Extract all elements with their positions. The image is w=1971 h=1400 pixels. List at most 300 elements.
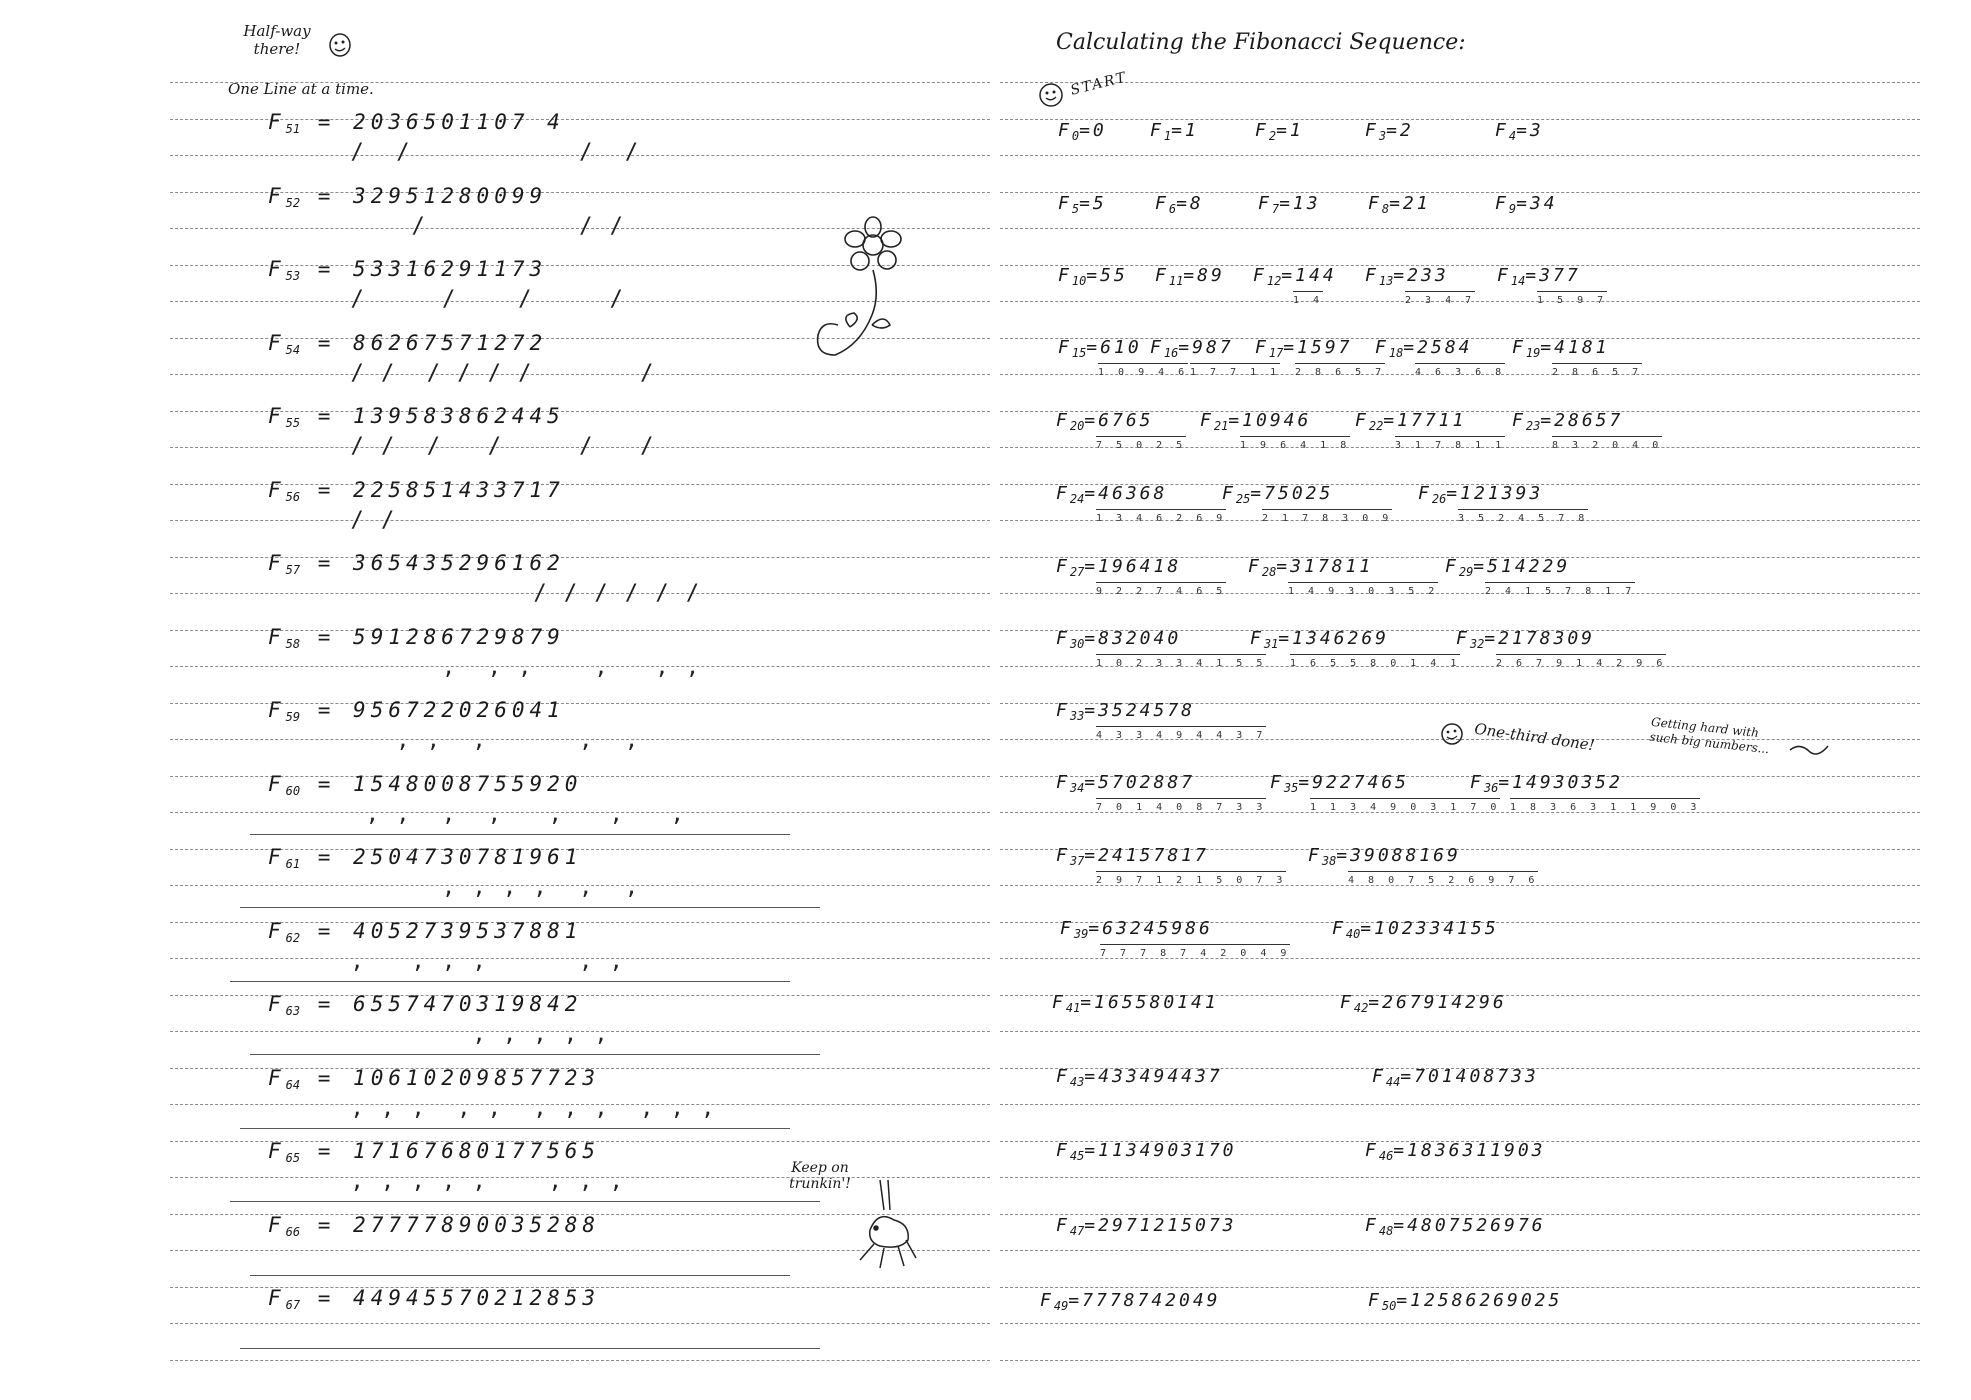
one-line-note: One Line at a time. <box>228 80 374 98</box>
fibonacci-entry <box>1332 918 1499 941</box>
entry-index: 26 <box>1431 492 1447 506</box>
carry-marks: / / / <box>320 213 625 239</box>
equals-sign: = <box>1396 1290 1411 1311</box>
carry-marks: , , , , , , <box>320 948 625 974</box>
entry-value: 196418 <box>1098 556 1182 577</box>
ruled-line <box>170 520 990 521</box>
entry-value: 12586269025 <box>1410 1290 1563 1311</box>
entry-label: F <box>1058 337 1072 358</box>
entry-index: 8 <box>1381 202 1390 216</box>
equals-sign: = <box>300 110 354 134</box>
working-calculation: 4 6 3 6 8 <box>1415 363 1505 378</box>
working-calculation: 3 5 2 4 5 7 8 <box>1458 509 1588 524</box>
fibonacci-entry <box>268 772 582 798</box>
entry-value: 86267571272 <box>353 330 548 355</box>
fibonacci-entry <box>268 404 565 430</box>
equals-sign: = <box>1298 772 1313 793</box>
carry-marks: / / / / / / <box>320 581 702 606</box>
equals-sign: = <box>1084 628 1099 649</box>
equals-sign: = <box>1386 120 1400 141</box>
entry-label: F <box>1365 120 1379 141</box>
fibonacci-entry <box>1250 628 1389 651</box>
walking-creature-doodle-icon <box>850 1180 920 1270</box>
entry-value: 2178309 <box>1498 628 1595 649</box>
entry-value: 2971215073 <box>1098 1215 1237 1236</box>
entry-value: 27777890035288 <box>353 1212 601 1237</box>
entry-label: F <box>1495 193 1509 214</box>
entry-index: 2 <box>1268 129 1277 143</box>
entry-index: 50 <box>1381 1299 1397 1313</box>
entry-label: F <box>1056 483 1070 504</box>
fibonacci-entry <box>1150 337 1234 360</box>
fibonacci-entry <box>268 184 547 210</box>
fibonacci-entry <box>1375 337 1473 360</box>
entry-index: 62 <box>285 930 301 945</box>
equals-sign: = <box>1389 193 1403 214</box>
entry-label: F <box>1222 483 1236 504</box>
entry-label: F <box>1270 772 1284 793</box>
entry-label: F <box>268 992 286 1016</box>
entry-index: 17 <box>1268 346 1284 360</box>
entry-index: 20 <box>1069 419 1085 433</box>
fibonacci-entry <box>1365 1215 1546 1238</box>
equals-sign: = <box>1176 193 1190 214</box>
equals-sign: = <box>1084 772 1099 793</box>
ruled-line <box>1000 82 1920 83</box>
fibonacci-entry <box>1056 700 1195 723</box>
equals-sign: = <box>1084 556 1099 577</box>
fibonacci-entry <box>1512 410 1623 433</box>
entry-index: 33 <box>1069 709 1085 723</box>
fibonacci-entry <box>1372 1066 1539 1089</box>
carry-marks: / / / / <box>320 287 625 312</box>
entry-label: F <box>1250 628 1264 649</box>
equals-sign: = <box>1088 918 1103 939</box>
entry-value: 2 <box>1399 120 1414 141</box>
entry-label: F <box>1456 628 1470 649</box>
entry-index: 38 <box>1321 854 1337 868</box>
entry-index: 39 <box>1073 927 1089 941</box>
fibonacci-entry <box>268 1286 600 1312</box>
entry-value: 1346269 <box>1292 628 1389 649</box>
equals-sign: = <box>300 698 354 722</box>
equals-sign: = <box>1079 193 1093 214</box>
entry-index: 7 <box>1271 202 1280 216</box>
ruled-line <box>1000 265 1920 266</box>
fibonacci-entry <box>1222 483 1333 506</box>
equals-sign: = <box>1360 918 1375 939</box>
ruled-line <box>1000 155 1920 156</box>
fibonacci-entry <box>1056 556 1181 579</box>
entry-value: 233 <box>1407 265 1449 286</box>
entry-index: 54 <box>285 342 301 357</box>
fibonacci-entry <box>268 1213 600 1239</box>
entry-label: F <box>1056 410 1070 431</box>
entry-value: 10946 <box>1242 410 1312 431</box>
equals-sign: = <box>1540 337 1555 358</box>
keep-on-note: Keep on trunkin'! <box>789 1160 851 1192</box>
entry-index: 6 <box>1168 202 1177 216</box>
entry-index: 22 <box>1368 419 1384 433</box>
carry-marks: , , , , , , , <box>320 801 686 827</box>
entry-value: 28657 <box>1554 410 1624 431</box>
entry-value: 1836311903 <box>1407 1140 1546 1161</box>
working-calculation: 2 4 1 5 7 8 1 7 <box>1485 582 1635 597</box>
carry-marks: / / / / <box>320 140 641 165</box>
equals-sign: = <box>1278 628 1293 649</box>
entry-label: F <box>1355 410 1369 431</box>
entry-value: 13 <box>1292 193 1321 214</box>
fibonacci-entry <box>1058 193 1107 216</box>
fibonacci-entry <box>1155 265 1225 288</box>
entry-label: F <box>268 698 286 722</box>
entry-value: 4052739537881 <box>353 918 583 943</box>
entry-label: F <box>1375 337 1389 358</box>
working-calculation: 7 5 0 2 5 <box>1096 436 1186 451</box>
fibonacci-entry <box>1365 265 1449 288</box>
equals-sign: = <box>1079 120 1093 141</box>
entry-value: 89 <box>1197 265 1225 286</box>
equals-sign: = <box>300 257 354 281</box>
entry-index: 44 <box>1385 1075 1401 1089</box>
entry-label: F <box>1200 410 1214 431</box>
fibonacci-entry <box>1368 1290 1562 1313</box>
entry-value: 4181 <box>1554 337 1610 358</box>
entry-label: F <box>1150 120 1164 141</box>
entry-label: F <box>1495 120 1509 141</box>
entry-index: 53 <box>285 269 301 283</box>
equals-sign: = <box>1068 1290 1083 1311</box>
sum-underline <box>240 907 820 908</box>
entry-index: 12 <box>1266 274 1282 288</box>
entry-value: 102334155 <box>1374 918 1499 939</box>
fibonacci-entry <box>268 992 582 1018</box>
entry-label: F <box>1056 845 1070 866</box>
equals-sign: = <box>1484 628 1499 649</box>
entry-label: F <box>268 918 286 943</box>
entry-label: F <box>1365 1215 1379 1236</box>
equals-sign: = <box>1393 1140 1408 1161</box>
fibonacci-entry <box>1052 992 1219 1015</box>
entry-index: 28 <box>1261 565 1277 579</box>
entry-value: 317811 <box>1290 556 1374 577</box>
ruled-line <box>1000 1250 1920 1251</box>
working-calculation: 2 9 7 1 2 1 5 0 7 3 <box>1096 871 1286 886</box>
entry-label: F <box>1308 845 1322 866</box>
equals-sign: = <box>1086 337 1101 358</box>
entry-index: 27 <box>1069 565 1085 579</box>
entry-index: 37 <box>1069 854 1085 868</box>
entry-label: F <box>1368 193 1382 214</box>
working-calculation: 1 0 2 3 3 4 1 5 5 <box>1096 654 1266 669</box>
entry-value: 514229 <box>1487 556 1571 577</box>
entry-label: F <box>268 845 286 869</box>
entry-label: F <box>1340 992 1354 1013</box>
right-notebook-page <box>1000 0 1920 1400</box>
equals-sign: = <box>1540 410 1555 431</box>
equals-sign: = <box>1516 120 1530 141</box>
entry-value: 3524578 <box>1098 700 1195 721</box>
entry-index: 15 <box>1071 346 1087 360</box>
entry-index: 40 <box>1345 927 1361 941</box>
working-calculation: 7 0 1 4 0 8 7 3 3 <box>1096 798 1266 813</box>
entry-index: 49 <box>1053 1299 1069 1313</box>
entry-index: 3 <box>1378 129 1387 143</box>
entry-value: 21 <box>1402 193 1431 214</box>
fibonacci-entry <box>1258 193 1321 216</box>
entry-index: 4 <box>1508 129 1517 143</box>
fibonacci-entry <box>268 331 547 357</box>
entry-value: 6765 <box>1098 410 1154 431</box>
equals-sign: = <box>1368 992 1383 1013</box>
entry-index: 59 <box>285 710 301 724</box>
entry-label: F <box>268 551 286 575</box>
equals-sign: = <box>1446 483 1461 504</box>
fibonacci-entry <box>1495 193 1558 216</box>
fibonacci-entry <box>268 257 547 283</box>
equals-sign: = <box>1383 410 1398 431</box>
entry-value: 1 <box>1289 120 1304 141</box>
entry-index: 1 <box>1163 129 1172 143</box>
entry-index: 24 <box>1069 492 1085 506</box>
entry-label: F <box>1258 193 1272 214</box>
equals-sign: = <box>1084 1066 1099 1087</box>
working-calculation: 1 4 <box>1293 291 1323 306</box>
entry-label: F <box>1248 556 1262 577</box>
entry-index: 66 <box>285 1224 301 1239</box>
entry-index: 51 <box>285 122 301 136</box>
smiley-doodle-icon <box>1038 82 1064 108</box>
fibonacci-entry <box>1365 120 1414 143</box>
entry-label: F <box>268 330 286 355</box>
working-calculation: 1 7 7 1 1 <box>1190 363 1280 378</box>
fibonacci-entry <box>1056 1140 1237 1163</box>
equals-sign: = <box>300 1212 354 1237</box>
ruled-line <box>1000 1360 1920 1361</box>
entry-index: 55 <box>285 416 301 430</box>
entry-value: 701408733 <box>1414 1066 1539 1087</box>
fibonacci-entry <box>1495 120 1544 143</box>
fibonacci-entry <box>1056 772 1195 795</box>
entry-index: 34 <box>1069 781 1085 795</box>
entry-value: 267914296 <box>1382 992 1507 1013</box>
entry-index: 61 <box>285 857 301 871</box>
entry-value: 17711 <box>1397 410 1467 431</box>
working-calculation: 1 3 4 6 2 6 9 <box>1096 509 1226 524</box>
carry-marks: , , , , , <box>320 1022 610 1047</box>
entry-index: 45 <box>1069 1149 1085 1163</box>
fibonacci-entry <box>1056 628 1181 651</box>
entry-value: 39088169 <box>1350 845 1461 866</box>
ruled-line <box>170 1360 990 1361</box>
entry-value: 44945570212853 <box>353 1286 601 1310</box>
entry-index: 60 <box>285 783 301 798</box>
entry-value: 144 <box>1295 265 1337 286</box>
equals-sign: = <box>1084 410 1099 431</box>
entry-value: 1 <box>1184 120 1199 141</box>
sum-underline <box>250 834 790 835</box>
sum-underline <box>250 1275 790 1276</box>
entry-value: 2584 <box>1417 337 1473 358</box>
entry-value: 165580141 <box>1094 992 1219 1013</box>
entry-label: F <box>268 1212 286 1237</box>
equals-sign: = <box>1473 556 1488 577</box>
entry-index: 52 <box>285 195 301 210</box>
equals-sign: = <box>1080 992 1095 1013</box>
working-calculation: 2 3 4 7 <box>1405 291 1475 306</box>
one-third-note: One-third done! <box>1473 719 1596 755</box>
fibonacci-entry <box>268 625 565 651</box>
fibonacci-entry <box>268 551 565 577</box>
entry-label: F <box>1056 1066 1070 1087</box>
working-calculation: 1 5 9 7 <box>1537 291 1607 306</box>
entry-label: F <box>1056 1215 1070 1236</box>
entry-value: 121393 <box>1460 483 1544 504</box>
entry-value: 1597 <box>1297 337 1353 358</box>
entry-label: F <box>1255 120 1269 141</box>
entry-index: 46 <box>1378 1149 1394 1163</box>
entry-label: F <box>1368 1290 1382 1311</box>
entry-index: 64 <box>285 1077 301 1092</box>
entry-index: 47 <box>1069 1224 1085 1238</box>
entry-label: F <box>1255 337 1269 358</box>
ruled-line <box>1000 192 1920 193</box>
entry-label: F <box>1372 1066 1386 1087</box>
sum-underline <box>230 981 790 982</box>
entry-label: F <box>268 624 286 649</box>
entry-index: 25 <box>1235 492 1251 506</box>
entry-index: 41 <box>1065 1001 1081 1015</box>
equals-sign: = <box>1393 265 1408 286</box>
entry-label: F <box>1253 265 1267 286</box>
working-calculation: 1 1 3 4 9 0 3 1 7 0 <box>1310 798 1500 813</box>
entry-value: 1548008755920 <box>353 771 583 796</box>
fibonacci-entry <box>1056 410 1154 433</box>
entry-index: 5 <box>1071 202 1080 216</box>
fibonacci-entry <box>1056 1215 1237 1238</box>
equals-sign: = <box>1084 483 1099 504</box>
fibonacci-entry <box>1255 120 1304 143</box>
entry-index: 67 <box>285 1298 301 1312</box>
fibonacci-entry <box>268 698 565 724</box>
sum-underline <box>240 1348 820 1349</box>
hard-note: Getting hard with such big numbers... <box>1648 714 1770 757</box>
ruled-line <box>170 1323 990 1324</box>
equals-sign: = <box>1178 337 1193 358</box>
working-calculation: 8 3 2 0 4 0 <box>1552 436 1662 451</box>
fibonacci-entry <box>1368 193 1431 216</box>
entry-label: F <box>1445 556 1459 577</box>
entry-index: 36 <box>1483 781 1499 795</box>
entry-index: 30 <box>1069 637 1085 651</box>
equals-sign: = <box>1279 193 1293 214</box>
entry-index: 19 <box>1525 346 1541 360</box>
fibonacci-entry <box>1056 1066 1223 1089</box>
entry-value: 0 <box>1092 120 1107 141</box>
squiggle-doodle-icon <box>1790 740 1830 760</box>
entry-index: 9 <box>1508 202 1517 216</box>
equals-sign: = <box>300 845 354 869</box>
entry-label: F <box>1512 337 1526 358</box>
entry-value: 34 <box>1529 193 1558 214</box>
carry-marks: , , , , , <box>320 728 641 753</box>
sum-underline <box>250 1054 820 1055</box>
working-calculation: 1 4 9 3 0 3 5 2 <box>1288 582 1438 597</box>
sum-underline <box>240 1128 790 1129</box>
ruled-line <box>1000 1177 1920 1178</box>
start-label: START <box>1068 69 1129 99</box>
entry-value: 6557470319842 <box>353 992 583 1016</box>
entry-index: 32 <box>1469 637 1485 651</box>
entry-value: 55 <box>1100 265 1128 286</box>
ruled-line <box>1000 1031 1920 1032</box>
equals-sign: = <box>1183 265 1198 286</box>
equals-sign: = <box>1516 193 1530 214</box>
entry-index: 35 <box>1283 781 1299 795</box>
fibonacci-entry <box>1255 337 1353 360</box>
fibonacci-entry <box>1418 483 1543 506</box>
carry-marks: , , , , , , , , <box>320 1169 625 1194</box>
fibonacci-entry <box>268 478 565 504</box>
entry-value: 987 <box>1192 337 1234 358</box>
entry-value: 5702887 <box>1098 772 1195 793</box>
entry-index: 13 <box>1378 274 1394 288</box>
entry-index: 48 <box>1378 1224 1394 1238</box>
fibonacci-entry <box>1058 120 1107 143</box>
entry-label: F <box>268 257 286 281</box>
ruled-line <box>1000 228 1920 229</box>
equals-sign: = <box>300 918 354 943</box>
entry-index: 63 <box>285 1004 301 1018</box>
fibonacci-entry <box>268 919 582 945</box>
working-calculation: 1 9 6 4 1 8 <box>1240 436 1350 451</box>
equals-sign: = <box>1400 1066 1415 1087</box>
equals-sign: = <box>1276 556 1291 577</box>
entry-value: 832040 <box>1098 628 1182 649</box>
entry-index: 42 <box>1353 1001 1369 1015</box>
carry-marks: , , , , , , <box>320 654 702 680</box>
entry-value: 433494437 <box>1098 1066 1223 1087</box>
entry-value: 5 <box>1092 193 1107 214</box>
working-calculation: 1 8 3 6 3 1 1 9 0 3 <box>1510 798 1700 813</box>
entry-label: F <box>1058 193 1072 214</box>
page-title: Calculating the Fibonacci Sequence: <box>1056 30 1466 55</box>
left-notebook-page <box>170 0 990 1400</box>
entry-value: 24157817 <box>1098 845 1209 866</box>
entry-index: 11 <box>1168 274 1184 288</box>
equals-sign: = <box>300 477 354 502</box>
fibonacci-entry <box>1308 845 1461 868</box>
entry-value: 53316291173 <box>353 257 548 281</box>
entry-value: 956722026041 <box>353 698 565 722</box>
entry-index: 18 <box>1388 346 1404 360</box>
working-calculation: 7 7 7 8 7 4 2 0 4 9 <box>1100 944 1290 959</box>
entry-index: 0 <box>1071 129 1080 143</box>
entry-value: 17167680177565 <box>353 1139 601 1163</box>
fibonacci-entry <box>1040 1290 1221 1313</box>
entry-label: F <box>1056 772 1070 793</box>
equals-sign: = <box>1086 265 1101 286</box>
smiley-doodle-icon <box>328 32 352 58</box>
equals-sign: = <box>1403 337 1418 358</box>
entry-label: F <box>1150 337 1164 358</box>
carry-marks: / / <box>320 507 397 533</box>
fibonacci-entry <box>1056 845 1209 868</box>
entry-label: F <box>1418 483 1432 504</box>
fibonacci-entry <box>1365 1140 1546 1163</box>
equals-sign: = <box>1281 265 1296 286</box>
entry-index: 23 <box>1525 419 1541 433</box>
